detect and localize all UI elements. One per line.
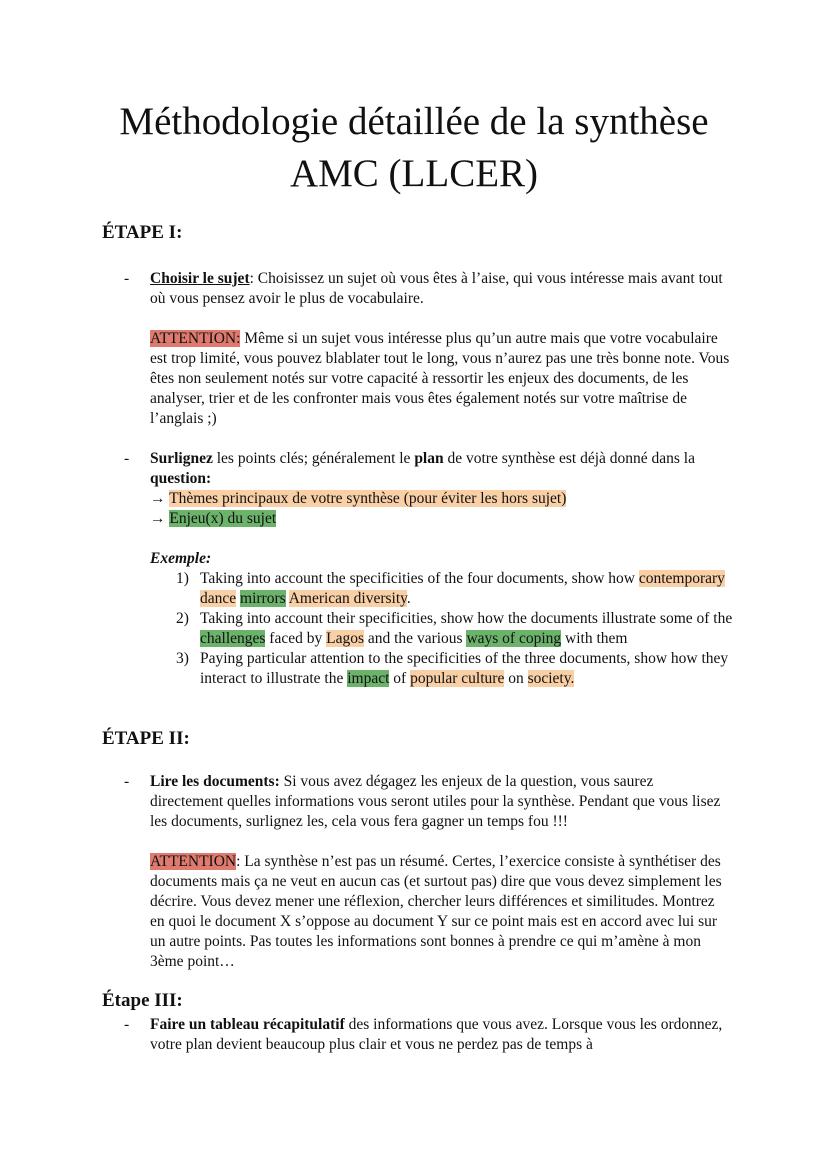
themes-highlight: Thèmes principaux de votre synthèse (pour éviter les hors sujet): [169, 490, 567, 507]
title-line-1: Méthodologie détaillée de la synthèse: [119, 100, 709, 143]
example-text: Taking into account the specificities of the four documents, show how: [200, 570, 639, 587]
step1-heading: ÉTAPE I:: [102, 222, 183, 243]
highlight-text-2: de votre synthèse est déjà donné dans la: [443, 450, 695, 467]
theme-highlight: Lagos: [326, 630, 364, 647]
enjeux-line: [150, 509, 730, 529]
issue-highlight: challenges: [200, 630, 266, 647]
choose-subject-text: : Choisissez un sujet où vous êtes à l’aise, qui vous intéresse mais avant tout où vous pensez avoir le plus de vocabulaire.: [150, 270, 723, 307]
step1-item-choose-subject: [150, 269, 730, 429]
example-list: [176, 569, 736, 689]
example-text: Taking into account their specificities, show how the documents illustrate some of the: [200, 610, 733, 627]
list-number: 1): [176, 570, 189, 587]
bullet-marker: -: [124, 270, 130, 287]
summary-table-label: Faire un tableau récapitulatif: [150, 1016, 345, 1033]
themes-line: [150, 489, 730, 509]
step3-heading: Étape III:: [102, 990, 183, 1011]
read-documents-paragraph: [150, 772, 730, 832]
bullet-marker: -: [124, 450, 130, 467]
bullet-marker: -: [124, 1016, 130, 1033]
attention-text: : La synthèse n’est pas un résumé. Certes, l’exercice consiste à synthétiser des documents mais ça ne veut en aucun cas (et surtout pas) dire que vous devez simplement les décrire. Vous devez mener une réflexion, chercher leurs différences et similitudes. Montrez en quoi le document X s’oppose au document Y sur ce point mais est en accord avec lui sur un autre points. Pas toutes les informations sont bonnes à prendre ce qui m’amène à mon 3ème point…: [150, 853, 722, 970]
list-item: [176, 569, 736, 609]
summary-table-paragraph: [150, 1015, 730, 1055]
step2-heading: ÉTAPE II:: [102, 728, 190, 749]
issue-highlight: ways of coping: [466, 630, 562, 647]
attention-label: ATTENTION:: [150, 330, 241, 347]
read-documents-label: Lire les documents:: [150, 773, 280, 790]
highlight-paragraph: [150, 449, 730, 489]
step1-item-highlight: [150, 449, 730, 569]
choose-subject-label: Choisir le sujet: [150, 270, 250, 287]
bullet-marker: -: [124, 773, 130, 790]
list-number: 3): [176, 650, 189, 667]
attention-text: Même si un sujet vous intéresse plus qu’un autre mais que votre vocabulaire est trop limité, vous pouvez blablater tout le long, vous n’aurez pas une très bonne note. Vous êtes non seulement notés sur votre capacité à ressortir les enjeux des documents, de les analyser, trier et de les confronter mais vous êtes également notés sur votre maîtrise de l’anglais ;): [150, 330, 730, 427]
example-text: of: [389, 670, 411, 687]
issue-highlight: impact: [347, 670, 390, 687]
step3-item-summary-table: [150, 1015, 730, 1055]
page-title: [0, 96, 828, 200]
question-bold: question:: [150, 470, 212, 487]
example-label: [150, 549, 730, 569]
list-number: 2): [176, 610, 189, 627]
list-item: [176, 649, 736, 689]
arrow-icon: →: [150, 490, 166, 507]
example-label-text: Exemple:: [150, 550, 212, 567]
read-documents-text: Si vous avez dégagez les enjeux de la question, vous saurez directement quelles informations vous seront utiles pour la synthèse. Pendant que vous lisez les documents, surlignez les, cela vous fera gagner un temps fou !!!: [150, 773, 721, 830]
issue-highlight: mirrors: [240, 590, 286, 607]
highlight-text-1: les points clés; généralement le: [212, 450, 415, 467]
summary-table-text: des informations que vous avez. Lorsque vous les ordonnez, votre plan devient beaucoup plus clair et vous ne perdez pas de temps à: [150, 1016, 723, 1053]
plan-bold: plan: [414, 450, 444, 467]
example-text: faced by: [265, 630, 327, 647]
theme-highlight: society.: [527, 670, 575, 687]
step2-item-read-documents: [150, 772, 730, 972]
example-text: and the various: [364, 630, 467, 647]
highlight-bold: Surlignez: [150, 450, 213, 467]
theme-highlight: contemporary dance: [200, 570, 725, 607]
attention-label: ATTENTION: [150, 853, 237, 870]
theme-highlight: American diversity: [288, 590, 407, 607]
choose-subject-paragraph: [150, 269, 730, 309]
example-text: on: [504, 670, 528, 687]
title-line-2: AMC (LLCER): [289, 152, 539, 195]
list-item: [176, 609, 736, 649]
example-text: Paying particular attention to the specificities of the three documents, show how they interact to illustrate the: [200, 650, 729, 687]
attention-paragraph-1: [150, 329, 730, 429]
enjeux-highlight: Enjeu(x) du sujet: [169, 510, 277, 527]
example-text: .: [406, 590, 411, 607]
example-text: with them: [561, 630, 628, 647]
theme-highlight: popular culture: [410, 670, 505, 687]
arrow-icon: →: [150, 510, 166, 527]
attention-paragraph-2: [150, 852, 730, 972]
